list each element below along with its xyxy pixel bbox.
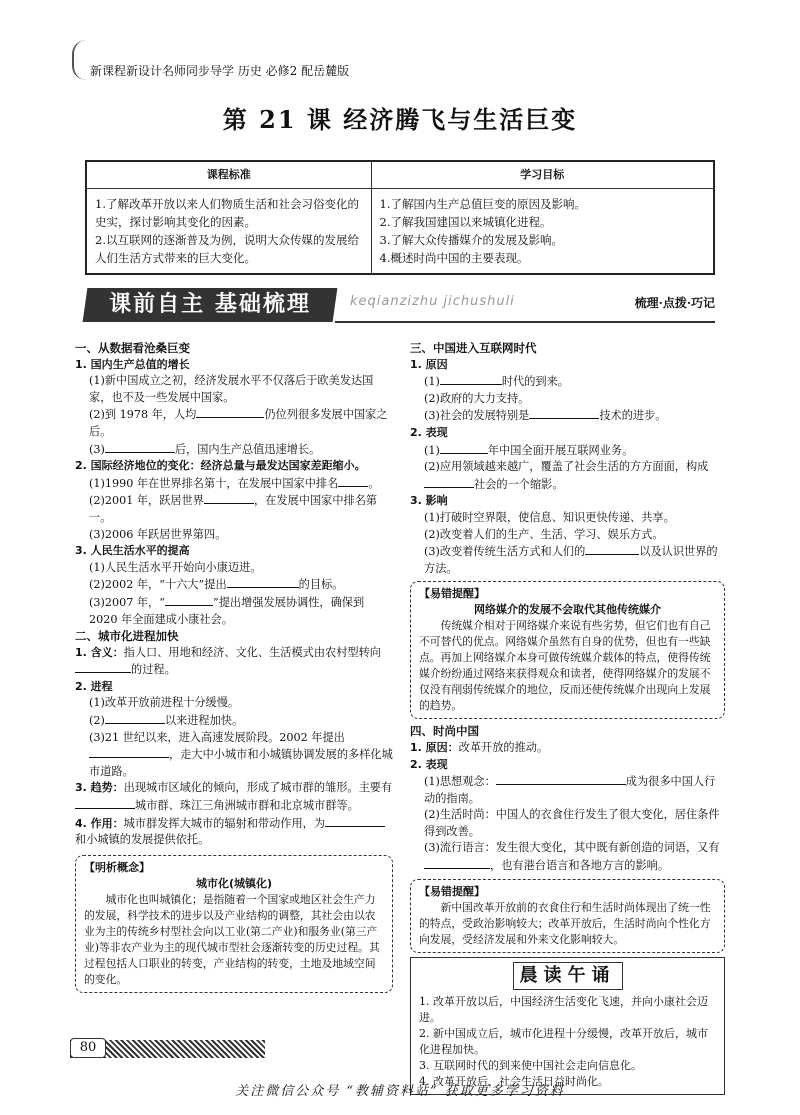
fill-blank[interactable]: [105, 441, 175, 453]
section-banner: [85, 288, 715, 324]
subsection-heading: 3. 趋势：: [75, 781, 124, 795]
text-line: (2)政府的大力支持。: [424, 391, 530, 405]
fill-blank[interactable]: [440, 373, 502, 385]
standard-item: 1.了解改革开放以来人们物质生活和社会习俗变化的史实，探讨影响其变化的因素。: [95, 197, 359, 229]
text-line: 和小城镇的发展提供依托。: [75, 833, 210, 847]
text-line: (3)社会的发展特别是: [424, 409, 530, 423]
section-heading: 三、中国进入互联网时代: [410, 341, 537, 355]
section-heading: 一、从数据看沧桑巨变: [75, 341, 190, 355]
text-line: (2)2001 年，跃居世界: [89, 494, 204, 508]
text-line: 改革开放的推动。: [458, 740, 549, 754]
subsection-heading: 1. 原因：: [410, 740, 459, 754]
goal-item: 4.概述时尚中国的主要表现。: [379, 251, 529, 265]
fill-blank[interactable]: [204, 492, 254, 504]
text-line: 以及认识世界的方法。: [424, 545, 718, 575]
text-line: (3)2006 年跃居世界第四。: [89, 527, 227, 541]
text-line: ”提出增强发展协调性，确保到 2020 年全面建成小康社会。: [89, 595, 365, 626]
standards-cell: [86, 189, 371, 275]
text-line: 城市群发挥大城市的辐射和带动作用，为: [123, 816, 326, 830]
warning-box: [410, 581, 725, 719]
morning-item: 2. 新中国成立后，城市化进程十分缓慢，改革开放后，城市化进程加快。: [419, 1026, 708, 1056]
text-line: (1)人民生活水平开始向小康迈进。: [89, 560, 262, 574]
subsection-heading: 2. 进程: [75, 679, 113, 693]
box-title: 城市化(城镇化): [195, 876, 273, 890]
warning-box-2: [410, 879, 725, 953]
subsection-heading: 2. 表现: [410, 757, 448, 771]
section-heading: 二、城市化进程加快: [75, 629, 179, 644]
text-line: (3)21 世纪以来，进入高速发展阶段。2002 年提出: [89, 730, 345, 744]
text-line: (1)打破时空界限，使信息、知识更快传递、共享。: [424, 510, 675, 524]
text-line: 社会的一个缩影。: [474, 477, 564, 491]
text-line: (1)1990 年在世界排名第十，在发展中国家中排名: [89, 476, 339, 490]
text-line: 仍位列很多发展中国家之后。: [89, 408, 388, 438]
fill-blank[interactable]: [440, 442, 488, 454]
text-line: 时代的到来。: [501, 375, 569, 389]
text-line: (2)生活时尚：中国人的衣食住行发生了很大变化，居住条件得到改善。: [424, 808, 720, 838]
standards-table: [85, 160, 715, 275]
section-heading: 四、时尚中国: [410, 724, 479, 739]
text-line: (1)新中国成立之初，经济发展水平不仅落后于欧美发达国家，也不及一些发展中国家。: [89, 374, 374, 404]
subsection-heading: 2. 国际经济地位的变化：经济总量与最发达国家差距缩小。: [75, 459, 366, 473]
subsection-heading: 1. 含义：: [75, 645, 124, 659]
concept-box: [75, 855, 393, 993]
text-line: 的目标。: [298, 578, 344, 592]
fill-blank[interactable]: [105, 712, 165, 724]
text-line: (1)改革开放前进程十分缓慢。: [89, 696, 240, 710]
subsection-heading: 3. 影响: [410, 494, 448, 508]
banner-rule: [335, 321, 715, 323]
subsection-heading: 1. 原因: [410, 357, 448, 371]
fill-blank[interactable]: [424, 857, 490, 869]
fill-blank[interactable]: [585, 543, 639, 555]
subsection-heading: 2. 表现: [410, 425, 448, 439]
fill-blank[interactable]: [75, 797, 135, 809]
table-header-goals: 学习目标: [371, 161, 714, 189]
box-tag: 【易错提醒】: [419, 587, 485, 601]
text-line: (2)2002 年，“十六大”提出: [89, 578, 227, 592]
text-line: (3)流行语言：发生很大变化，其中既有新创造的词语，又有: [424, 841, 720, 855]
box-text: 城市化也叫城镇化；是指随着一个国家或地区社会生产力的发展，科学技术的进步以及产业结构的调整，其社会由以农业为主的传统乡村型社会向以工业(第二产业)和服务业(第三产业)等非农产业为主的现代城市型社会逐渐转变的历史过程。其过程包括人口职业的转变，产业结构的转变，土地及地域空间的变化。: [84, 892, 380, 986]
box-text: 新中国改革开放前的衣食住行和生活时尚体现出了统一性的特点，受政治影响较大；改革开放后，生活时尚向个性化方向发展，受经济发展和外来文化影响较大。: [419, 900, 711, 946]
fill-blank[interactable]: [196, 406, 264, 418]
text-line: (2)应用领域越来越广，覆盖了社会生活的方方面面，构成: [424, 460, 709, 474]
right-column: [410, 340, 725, 1095]
text-line: ，在发展中国家中排名第一。: [89, 494, 378, 524]
fill-blank[interactable]: [338, 475, 368, 487]
lesson-title: 第 21 课 经济腾飞与生活巨变: [222, 105, 578, 134]
goal-item: 1.了解国内生产总值巨变的原因及影响。: [379, 197, 586, 211]
box-tag: 【易错提醒】: [419, 884, 485, 898]
text-line: 以来进程加快。: [164, 714, 244, 728]
text-line: 成为很多中国人行动的指南。: [424, 775, 716, 805]
text-line: (3): [89, 442, 105, 456]
fill-blank[interactable]: [89, 746, 169, 758]
subsection-heading: 1. 国内生产总值的增长: [75, 357, 190, 371]
box-tag: 【明析概念】: [84, 860, 150, 874]
text-line: 出现城市区域化的倾向，形成了城市群的雏形。主要有: [123, 781, 393, 795]
text-line: (3)改变着传统生活方式和人们的: [424, 545, 586, 559]
text-line: (2)改变着人们的生产、生活、学习、娱乐方式。: [424, 527, 664, 541]
text-line: (2)到 1978 年，人均: [89, 408, 197, 422]
morning-reading-box: [410, 957, 725, 1095]
text-line: ，走大中小城市和小城镇协调发展的多样化城市道路。: [89, 748, 393, 778]
standard-item: 2.以互联网的逐渐普及为例，说明大众传媒的发展给人们生活方式带来的巨大变化。: [95, 233, 359, 265]
page-number: 80: [70, 1038, 106, 1058]
fill-blank[interactable]: [165, 594, 213, 606]
text-line: 城市群、珠江三角洲城市群和北京城市群等。: [135, 799, 359, 813]
fill-blank[interactable]: [424, 476, 474, 488]
box-title: 网络媒介的发展不会取代其他传统媒介: [474, 603, 661, 617]
fill-blank[interactable]: [75, 661, 131, 673]
text-line: (1)思想观念：: [424, 775, 496, 789]
banner-main: 课前自主 基础梳理: [83, 288, 338, 322]
fill-blank[interactable]: [227, 576, 299, 588]
banner-pinyin: keqianzizhu jichushuli: [350, 294, 515, 309]
morning-item: 1. 改革开放以后，中国经济生活变化飞速，并向小康社会迈进。: [419, 994, 708, 1024]
goal-item: 2.了解我国建国以来城镇化进程。: [379, 215, 552, 229]
morning-title: 晨读午诵: [513, 962, 623, 990]
text-line: 的过程。: [131, 663, 176, 677]
subsection-heading: 4. 作用：: [75, 816, 124, 830]
header-brace: [72, 40, 86, 80]
left-column: [75, 340, 393, 993]
running-header: 新课程新设计名师同步导学 历史 必修2 配岳麓版: [90, 64, 350, 78]
fill-blank[interactable]: [529, 407, 599, 419]
text-line: ，也有港台语言和各地方言的影响。: [490, 859, 670, 873]
text-line: 年中国全面开展互联网业务。: [487, 443, 634, 457]
box-text: 传统媒介相对于网络媒介来说有些劣势，但它们也有自己不可替代的优点。网络媒介虽然有自身的优势，但也有一些缺点。再加上网络媒介本身可做传统媒介载体的特点，使得传统媒介纷纷通过网络来获得观众和读者，使得网络媒介的发展不仅没有削弱传统媒介的地位，反而还使传统媒介出现向上发展的趋势。: [419, 619, 711, 713]
fill-blank[interactable]: [325, 815, 385, 827]
text-line: (1): [424, 443, 440, 457]
banner-right-label: 梳理·点拨·巧记: [634, 296, 715, 310]
morning-item: 3. 互联网时代的到来使中国社会走向信息化。: [419, 1058, 642, 1072]
text-line: (1): [424, 375, 440, 389]
text-line: 后，国内生产总值迅速增长。: [174, 442, 321, 456]
text-line: (2): [89, 714, 105, 728]
goal-item: 3.了解大众传播媒介的发展及影响。: [379, 233, 563, 247]
subsection-heading: 3. 人民生活水平的提高: [75, 544, 190, 558]
fill-blank[interactable]: [496, 773, 626, 785]
goals-cell: [371, 189, 714, 275]
text-line: 指人口、用地和经济、文化、生活模式由农村型转向: [123, 645, 381, 659]
morning-item: 4. 改革开放后，社会生活日益时尚化。: [419, 1074, 609, 1088]
text-line: 。: [368, 476, 380, 490]
table-header-standards: 课程标准: [86, 161, 371, 189]
footer-text: 关注微信公众号 “教辅资料站” 获取更多学习资料: [235, 1084, 565, 1099]
text-line: 技术的进步。: [599, 409, 667, 423]
text-line: (3)2007 年，“: [89, 595, 165, 609]
